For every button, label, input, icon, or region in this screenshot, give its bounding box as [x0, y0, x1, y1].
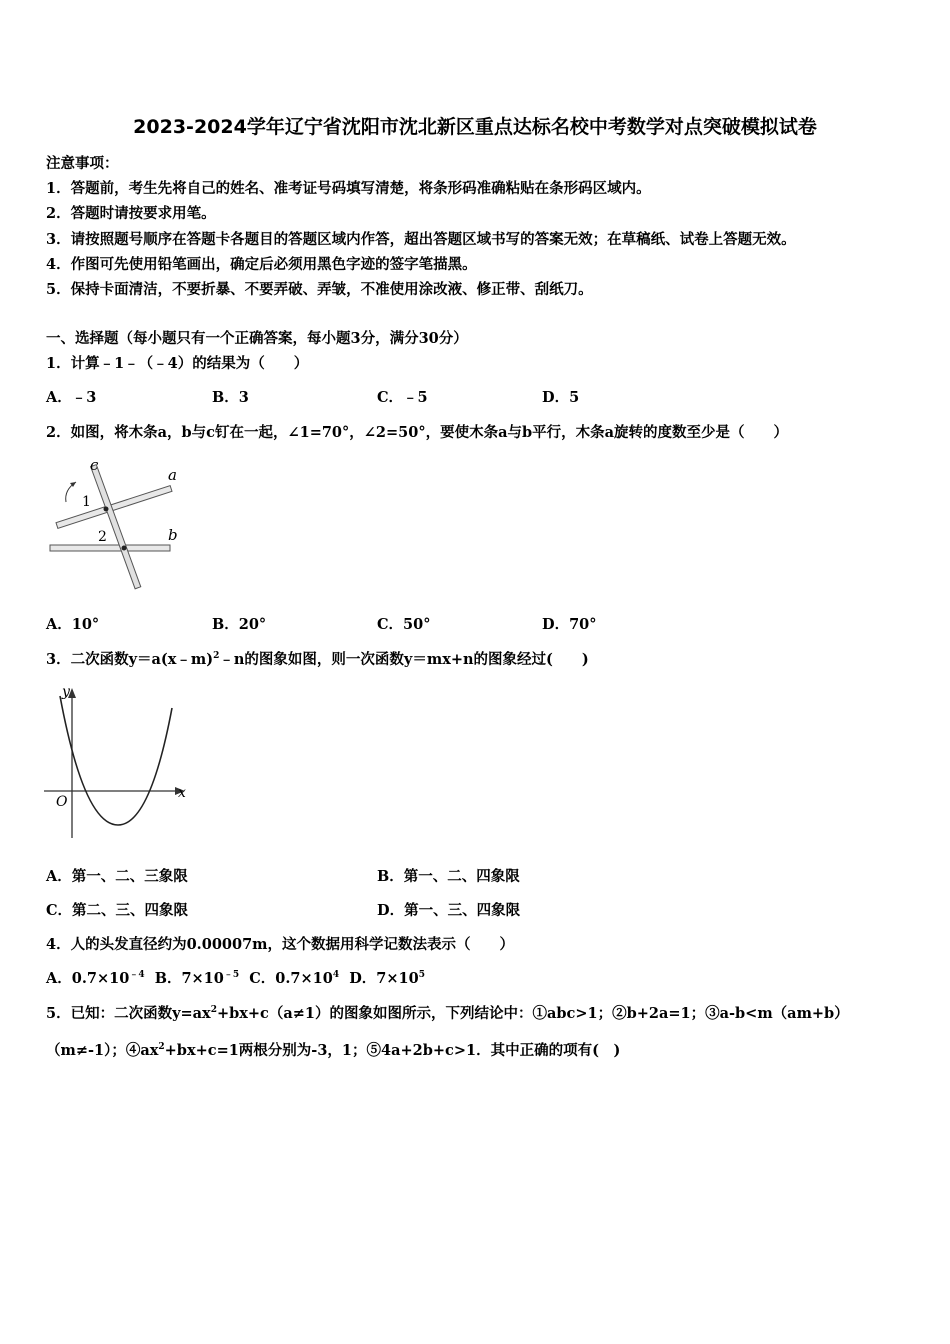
q1-option-a: A．﹣3 — [46, 389, 97, 406]
q3-figure-parabola — [40, 680, 200, 842]
q3-stem-post: ﹣n的图象如图，则一次函数y＝mx+n的图象经过( ) — [219, 651, 589, 668]
origin-label: O — [56, 794, 68, 810]
axis-label-x: x — [178, 785, 186, 801]
q4-option-b: B．$7\times 10^{﹣5}$ — [154, 970, 240, 987]
parabola-curve — [60, 696, 172, 825]
q3-option-d: D．第一、三、四象限 — [377, 902, 521, 919]
q1-option-d: D．5 — [542, 389, 580, 406]
q5-stem-line-1: 5．已知：二次函数$y=ax^2+bx+c(a\ne 1)$的图象如图所示，下列结论中：①abc>1；②b+2a=1；③a-b<m（am+b） — [46, 1005, 849, 1022]
notice-item-4: 4．作图可先使用铅笔画出，确定后必须用黑色字迹的签字笔描黑。 — [46, 256, 477, 273]
label-angle-2: 2 — [98, 529, 107, 545]
notice-heading: 注意事项： — [46, 155, 119, 172]
q5-stem-line-2: （m≠-1）；$④ax^2+bx+c=1$两根分别为-3，1；⑤4a+2b+c>1．其中正确的项有( ) — [46, 1042, 621, 1059]
q2-figure-sticks — [44, 452, 194, 592]
notice-item-3: 3．请按照题号顺序在答题卡各题目的答题区域内作答，超出答题区域书写的答案无效；在草稿纸、试卷上答题无效。 — [46, 231, 796, 248]
q4-option-d: D．$7\times 10^5$ — [349, 970, 425, 987]
q3-stem-pre: 3．二次函数y＝a(x﹣m) — [46, 651, 214, 668]
page-title: 2023-2024学年辽宁省沈阳市沈北新区重点达标名校中考数学对点突破模拟试卷 — [133, 116, 817, 138]
q3-option-b: B．第一、二、四象限 — [377, 868, 520, 885]
label-angle-1: 1 — [82, 494, 91, 510]
stick-b — [50, 545, 170, 551]
q1-option-c: C．﹣5 — [377, 389, 428, 406]
nail-1 — [104, 507, 109, 512]
nail-2 — [122, 546, 127, 551]
label-c: c — [90, 456, 99, 474]
rotation-arrow — [66, 482, 76, 502]
q3-stem — [46, 648, 589, 669]
q2-stem: 2．如图，将木条a，b与c钉在一起，∠1=70°，∠2=50°，要使木条a与b平行，木条a旋转的度数至少是（ ） — [46, 424, 789, 441]
q3-option-c: C．第二、三、四象限 — [46, 902, 189, 919]
q1-option-b: B．3 — [212, 389, 249, 406]
q2-option-a: A．10° — [46, 616, 100, 633]
q4-option-c: C．$0.7\times 10^4$ — [249, 970, 340, 987]
q3-stem-sup: 2 — [213, 651, 220, 662]
q2-option-b: B．20° — [212, 616, 267, 633]
q4-option-a: A．$0.7\times 10^{﹣4}$ — [46, 970, 145, 987]
q4-options — [46, 967, 425, 988]
q3-option-a: A．第一、二、三象限 — [46, 868, 188, 885]
q4-stem: 4．人的头发直径约为0.00007m，这个数据用科学记数法表示（ ） — [46, 936, 515, 953]
stick-c — [91, 465, 141, 589]
label-a: a — [168, 466, 177, 484]
q2-option-c: C．50° — [377, 616, 431, 633]
label-b: b — [168, 526, 178, 544]
notice-item-5: 5．保持卡面清洁，不要折暴、不要弄破、弄皱，不准使用涂改液、修正带、刮纸刀。 — [46, 281, 593, 298]
section-heading: 一、选择题（每小题只有一个正确答案，每小题3分，满分30分） — [46, 330, 468, 347]
axis-label-y: y — [62, 684, 70, 700]
q2-option-d: D．70° — [542, 616, 597, 633]
notice-item-2: 2．答题时请按要求用笔。 — [46, 205, 216, 222]
notice-item-1: 1．答题前，考生先将自己的姓名、准考证号码填写清楚，将条形码准确粘贴在条形码区域内。 — [46, 180, 651, 197]
q1-stem: 1．计算﹣1﹣（﹣4）的结果为（ ） — [46, 355, 309, 372]
